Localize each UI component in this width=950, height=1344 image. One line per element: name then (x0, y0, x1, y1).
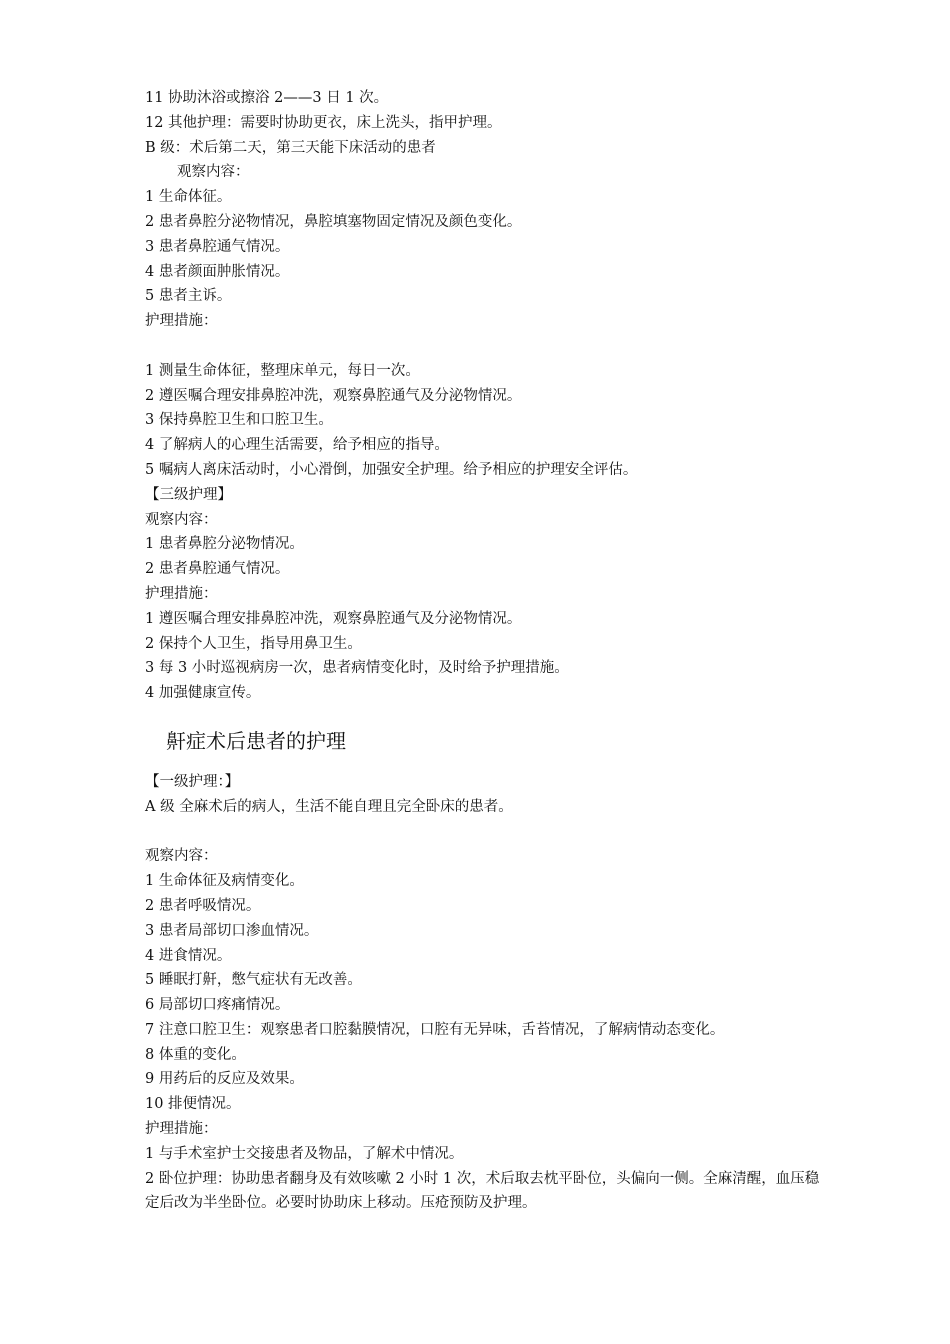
text-line: 9 用药后的反应及效果。 (145, 1071, 304, 1088)
text-line: 2 患者鼻腔通气情况。 (145, 561, 290, 578)
text-line: 11 协助沐浴或擦浴 2——3 日 1 次。 (145, 90, 389, 106)
document-page (145, 86, 825, 1216)
text-line: 4 加强健康宣传。 (145, 685, 261, 702)
text-line: 1 生命体征。 (145, 189, 232, 206)
text-line: 1 生命体征及病情变化。 (145, 873, 304, 890)
text-line: 7 注意口腔卫生：观察患者口腔黏膜情况，口腔有无异味，舌苔情况，了解病情动态变化。 (145, 1021, 725, 1038)
text-line: 10 排便情况。 (145, 1096, 241, 1113)
text-line: 4 了解病人的心理生活需要，给予相应的指导。 (145, 437, 449, 454)
section-heading: 鼾症术后患者的护理 (166, 728, 346, 753)
text-line: 2 遵医嘱合理安排鼻腔冲洗，观察鼻腔通气及分泌物情况。 (145, 387, 522, 404)
text-line: 1 患者鼻腔分泌物情况。 (145, 536, 304, 553)
text-line: 2 患者呼吸情况。 (145, 897, 261, 914)
text-line: 1 测量生命体征，整理床单元，每日一次。 (145, 362, 420, 379)
text-line: 12 其他护理：需要时协助更衣，床上洗头，指甲护理。 (145, 114, 502, 131)
text-line: 护理措施： (145, 1121, 218, 1138)
text-line: 3 保持鼻腔卫生和口腔卫生。 (145, 412, 333, 429)
text-line: 观察内容： (145, 511, 218, 528)
text-line: 2 患者鼻腔分泌物情况，鼻腔填塞物固定情况及颜色变化。 (145, 213, 522, 230)
text-line: 8 体重的变化。 (145, 1046, 246, 1063)
blank-line (145, 334, 825, 359)
text-line: 3 每 3 小时巡视病房一次，患者病情变化时，及时给予护理措施。 (145, 660, 569, 677)
text-line: 【一级护理：】 (145, 773, 240, 790)
blank-line (145, 820, 825, 845)
text-line: 护理措施： (145, 585, 218, 602)
text-line: 观察内容： (145, 848, 218, 865)
text-line: B 级：术后第二天，第三天能下床活动的患者 (145, 139, 436, 156)
text-line: 3 患者局部切口渗血情况。 (145, 922, 319, 939)
text-line: 5 嘱病人离床活动时，小心滑倒，加强安全护理。给予相应的护理安全评估。 (145, 461, 638, 478)
text-line: 5 睡眠打鼾，憋气症状有无改善。 (145, 972, 362, 989)
text-line: 护理措施： (145, 313, 218, 330)
text-line: 5 患者主诉。 (145, 288, 232, 305)
text-line: 4 患者颜面肿胀情况。 (145, 263, 290, 280)
text-line: 观察内容： (177, 164, 250, 181)
text-line: 2 保持个人卫生，指导用鼻卫生。 (145, 635, 362, 652)
text-line: A 级 全麻术后的病人，生活不能自理且完全卧床的患者。 (145, 798, 513, 815)
text-line: 6 局部切口疼痛情况。 (145, 997, 290, 1014)
text-line: 【三级护理】 (145, 486, 232, 503)
text-line: 1 遵医嘱合理安排鼻腔冲洗，观察鼻腔通气及分泌物情况。 (145, 610, 522, 627)
text-line: 3 患者鼻腔通气情况。 (145, 238, 290, 255)
text-line: 1 与手术室护士交接患者及物品，了解术中情况。 (145, 1145, 464, 1162)
text-paragraph: 2 卧位护理：协助患者翻身及有效咳嗽 2 小时 1 次，术后取去枕平卧位，头偏向一侧。全麻清醒，血压稳定后改为半坐卧位。必要时协助床上移动。压疮预防及护理。 (145, 1170, 820, 1212)
text-line: 4 进食情况。 (145, 947, 232, 964)
